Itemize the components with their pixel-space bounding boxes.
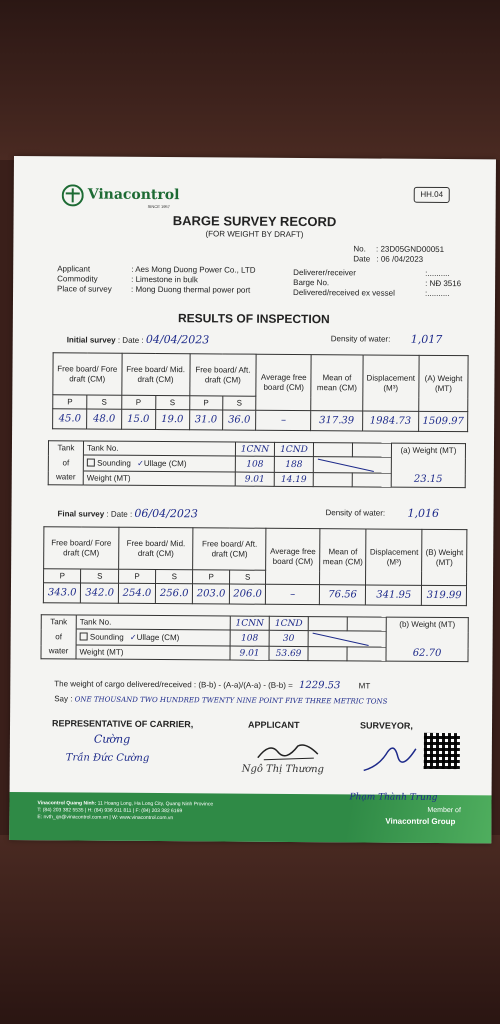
- final-date-value: 06/04/2023: [134, 506, 198, 521]
- final-value: 341.95: [366, 585, 422, 605]
- final-value: 343.0: [43, 583, 81, 603]
- background-top: [0, 0, 500, 160]
- final-ps: S: [81, 569, 119, 583]
- initial-tank-table: [48, 440, 466, 488]
- initial-value: 45.0: [53, 409, 87, 429]
- deliverer-label: Deliverer/receiver: [293, 267, 356, 278]
- tank-col2-weight: 14.19: [274, 472, 313, 486]
- tank-strike: [313, 457, 391, 474]
- info-right-values: [425, 269, 485, 299]
- tank-col1-ullage: 108: [235, 456, 274, 472]
- initial-h-aft: Free board/ Aft. draft (CM): [189, 354, 256, 396]
- footer: [9, 792, 491, 843]
- b-weight-value: 62.70: [386, 647, 468, 662]
- no-value: : 23D05GND00051: [376, 244, 445, 255]
- final-ps: P: [193, 570, 230, 584]
- sounding-label: Sounding: [97, 458, 131, 468]
- cargo-unit: MT: [358, 681, 371, 691]
- footer-company: Vinacontrol Quang Ninh:: [37, 800, 97, 807]
- no-label: No.: [353, 244, 366, 254]
- tank-col2-weight: 53.69: [269, 646, 308, 660]
- sounding-checkbox: [80, 633, 88, 641]
- commodity-value: : Limestone in bulk: [131, 274, 198, 285]
- record-date: [353, 254, 423, 263]
- tank-col1-weight: 9.01: [230, 646, 269, 660]
- footer-member: Member of: [427, 806, 461, 815]
- initial-date-value: 04/04/2023: [145, 332, 210, 347]
- cargo-label: The weight of cargo delivered/received : (B-b) - (A-a)/(A-a) - (B-b) =: [54, 679, 293, 690]
- initial-h-average: Average free board (CM): [256, 354, 312, 410]
- tank-strike: [308, 631, 386, 648]
- tank-col1-no: 1CNN: [230, 616, 269, 630]
- final-h-weight: (B) Weight (MT): [422, 529, 467, 585]
- delivered-label: Delivered/received ex vessel: [293, 287, 395, 298]
- logo-text: Vinacontrol: [87, 186, 180, 204]
- cargo-value: 1229.53: [299, 680, 341, 692]
- form-code: HH.04: [420, 189, 444, 199]
- deliverer-value: :..........: [425, 268, 450, 279]
- of-label: of: [41, 629, 76, 645]
- form-code-box: [414, 187, 450, 203]
- applicant-label: Applicant: [57, 264, 91, 274]
- tank-no-label: Tank No.: [83, 441, 235, 456]
- initial-ps: S: [155, 395, 189, 409]
- initial-value: 1984.73: [362, 411, 419, 431]
- say-value: ONE THOUSAND TWO HUNDRED TWENTY NINE POINT FIVE THREE METRIC TONS: [74, 695, 388, 706]
- initial-h-mean: Mean of mean (CM): [311, 355, 363, 411]
- tank-col2-ullage: 30: [269, 630, 308, 646]
- final-value: 319.99: [422, 585, 467, 605]
- initial-ps: P: [121, 395, 155, 409]
- final-value: 342.0: [81, 583, 119, 603]
- strike-line-icon: [309, 631, 385, 648]
- applicant-name: Ngô Thị Thương: [241, 763, 325, 776]
- date-label: Date: [353, 254, 371, 264]
- initial-survey-line: [67, 332, 487, 348]
- final-ps: P: [118, 569, 155, 583]
- initial-h-mid: Free board/ Mid. draft (CM): [121, 353, 189, 395]
- final-h-mean: Mean of mean (CM): [320, 529, 367, 585]
- initial-value: 48.0: [87, 409, 121, 429]
- footer-group: Vinacontrol Group: [385, 816, 456, 827]
- tank-col2-no: 1CND: [269, 616, 308, 630]
- document-title: BARGE SURVEY RECORD: [172, 213, 337, 230]
- initial-h-fore: Free board/ Fore draft (CM): [53, 353, 122, 395]
- tank-col2-ullage: 188: [274, 456, 313, 472]
- final-value: 256.0: [156, 583, 193, 603]
- weight-label: Weight (MT): [83, 471, 235, 486]
- tank-col2-no: 1CND: [274, 442, 313, 456]
- tank-label: Tank: [48, 441, 83, 455]
- tank-col1-no: 1CNN: [235, 442, 274, 456]
- final-survey-table: [43, 526, 468, 606]
- document-subtitle: (FOR WEIGHT BY DRAFT): [205, 229, 304, 240]
- tank-col1-ullage: 108: [230, 630, 269, 646]
- final-label: Final survey: [57, 509, 105, 519]
- applicant-sign-label: APPLICANT: [248, 719, 300, 731]
- initial-value: 15.0: [121, 409, 155, 429]
- initial-value: 1509.97: [419, 411, 468, 431]
- date-value: : 06 /04/2023: [376, 254, 424, 264]
- carrier-signature: Cường: [93, 732, 131, 746]
- ullage-check-icon: ✓: [129, 632, 137, 642]
- surveyor-label: SURVEYOR,: [359, 720, 413, 731]
- weight-label: Weight (MT): [76, 645, 230, 660]
- footer-phones: T: (84) 203 382 5535 | H: (84) 936 911 811 | F: (84) 203 382 6169: [37, 807, 183, 815]
- applicant-value: : Aes Mong Duong Power Co., LTD: [131, 264, 256, 275]
- final-value: 254.0: [118, 583, 155, 603]
- initial-h-displacement: Displacement (M³): [362, 355, 419, 411]
- strike-line-icon: [314, 457, 390, 474]
- water-label: water: [48, 471, 83, 485]
- commodity-label: Commodity: [57, 274, 98, 284]
- applicant-signature-icon: [254, 736, 324, 764]
- barge-label: Barge No.: [293, 277, 330, 288]
- carrier-label: REPRESENTATIVE OF CARRIER,: [52, 718, 194, 730]
- footer-contact: [37, 800, 213, 822]
- initial-value: 36.0: [223, 410, 256, 430]
- final-ps: S: [229, 570, 266, 584]
- initial-value: 31.0: [189, 410, 222, 430]
- final-tank-table: [40, 614, 468, 662]
- a-weight-label: (a) Weight (MT): [391, 443, 465, 458]
- scale-logo-icon: [62, 184, 84, 206]
- of-label: of: [48, 455, 83, 471]
- cargo-weight-line: [54, 678, 474, 692]
- tank-col1-weight: 9.01: [235, 472, 274, 486]
- tank-no-label: Tank No.: [76, 615, 230, 630]
- initial-value: 317.39: [311, 411, 362, 431]
- final-density-value: 1,016: [407, 506, 440, 520]
- final-value: –: [266, 584, 320, 604]
- place-value: : Mong Duong thermal power port: [131, 284, 251, 295]
- final-date-label: : Date :: [106, 509, 133, 519]
- tank-label: Tank: [41, 615, 76, 629]
- a-weight-value: 23.15: [391, 473, 465, 488]
- final-ps: S: [156, 569, 193, 583]
- b-weight-label: (b) Weight (MT): [386, 617, 468, 632]
- final-value: 76.56: [319, 585, 365, 605]
- ullage-label: Ullage (CM): [136, 632, 180, 642]
- final-ps: P: [44, 569, 82, 583]
- footer-address: 11 Hoang Long, Ha Long City, Quang Ninh Province: [97, 800, 214, 808]
- final-h-fore: Free board/ Fore draft (CM): [44, 527, 119, 570]
- initial-ps: S: [223, 396, 256, 410]
- initial-value: 19.0: [155, 409, 189, 429]
- initial-ps: P: [189, 396, 222, 410]
- initial-label: Initial survey: [66, 335, 116, 345]
- final-h-displacement: Displacement (M³): [366, 529, 422, 585]
- final-value: 206.0: [229, 584, 266, 604]
- say-line: [54, 694, 490, 706]
- final-density-label: Density of water:: [325, 508, 386, 518]
- surveyor-signature-icon: [358, 736, 422, 776]
- background-bottom: [0, 835, 500, 1024]
- delivered-value: :..........: [425, 288, 450, 299]
- initial-ps: S: [87, 395, 121, 409]
- info-left: [57, 264, 137, 295]
- sounding-label: Sounding: [89, 632, 124, 642]
- place-label: Place of survey: [57, 284, 112, 294]
- surveyor-name: Phạm Thành Trung: [349, 792, 438, 803]
- initial-h-weight: (A) Weight (MT): [419, 355, 468, 411]
- results-title: RESULTS OF INSPECTION: [177, 311, 330, 327]
- ullage-label: Ullage (CM): [143, 458, 187, 468]
- say-label: Say :: [54, 694, 73, 704]
- sounding-checkbox: [87, 459, 95, 467]
- initial-survey-table: [52, 352, 469, 432]
- carrier-name: Trần Đức Cường: [65, 752, 150, 764]
- record-number: [353, 244, 444, 254]
- initial-date-label: : Date :: [117, 335, 144, 345]
- final-h-average: Average free board (CM): [266, 528, 320, 584]
- barge-value: : NĐ 3516: [425, 278, 462, 289]
- vinacontrol-logo: [62, 184, 188, 211]
- final-survey-line: [57, 506, 477, 522]
- final-h-mid: Free board/ Mid. draft (CM): [119, 527, 194, 570]
- water-label: water: [41, 645, 76, 659]
- info-right: [293, 268, 413, 299]
- info-values: [131, 265, 291, 296]
- survey-document: [9, 156, 496, 843]
- ullage-check-icon: ✓: [137, 458, 144, 468]
- final-h-aft: Free board/ Aft. draft (CM): [193, 528, 266, 571]
- initial-density-label: Density of water:: [330, 334, 391, 344]
- logo-since: SINCE 1957: [147, 203, 170, 210]
- initial-value: –: [256, 410, 311, 430]
- initial-density-value: 1,017: [410, 332, 443, 346]
- final-value: 203.0: [193, 584, 230, 604]
- qr-code: [424, 733, 460, 769]
- footer-email: E: nvth_qn@vinacontrol.com.vn | W: www.vinacontrol.com.vn: [37, 814, 174, 822]
- initial-ps: P: [53, 395, 87, 409]
